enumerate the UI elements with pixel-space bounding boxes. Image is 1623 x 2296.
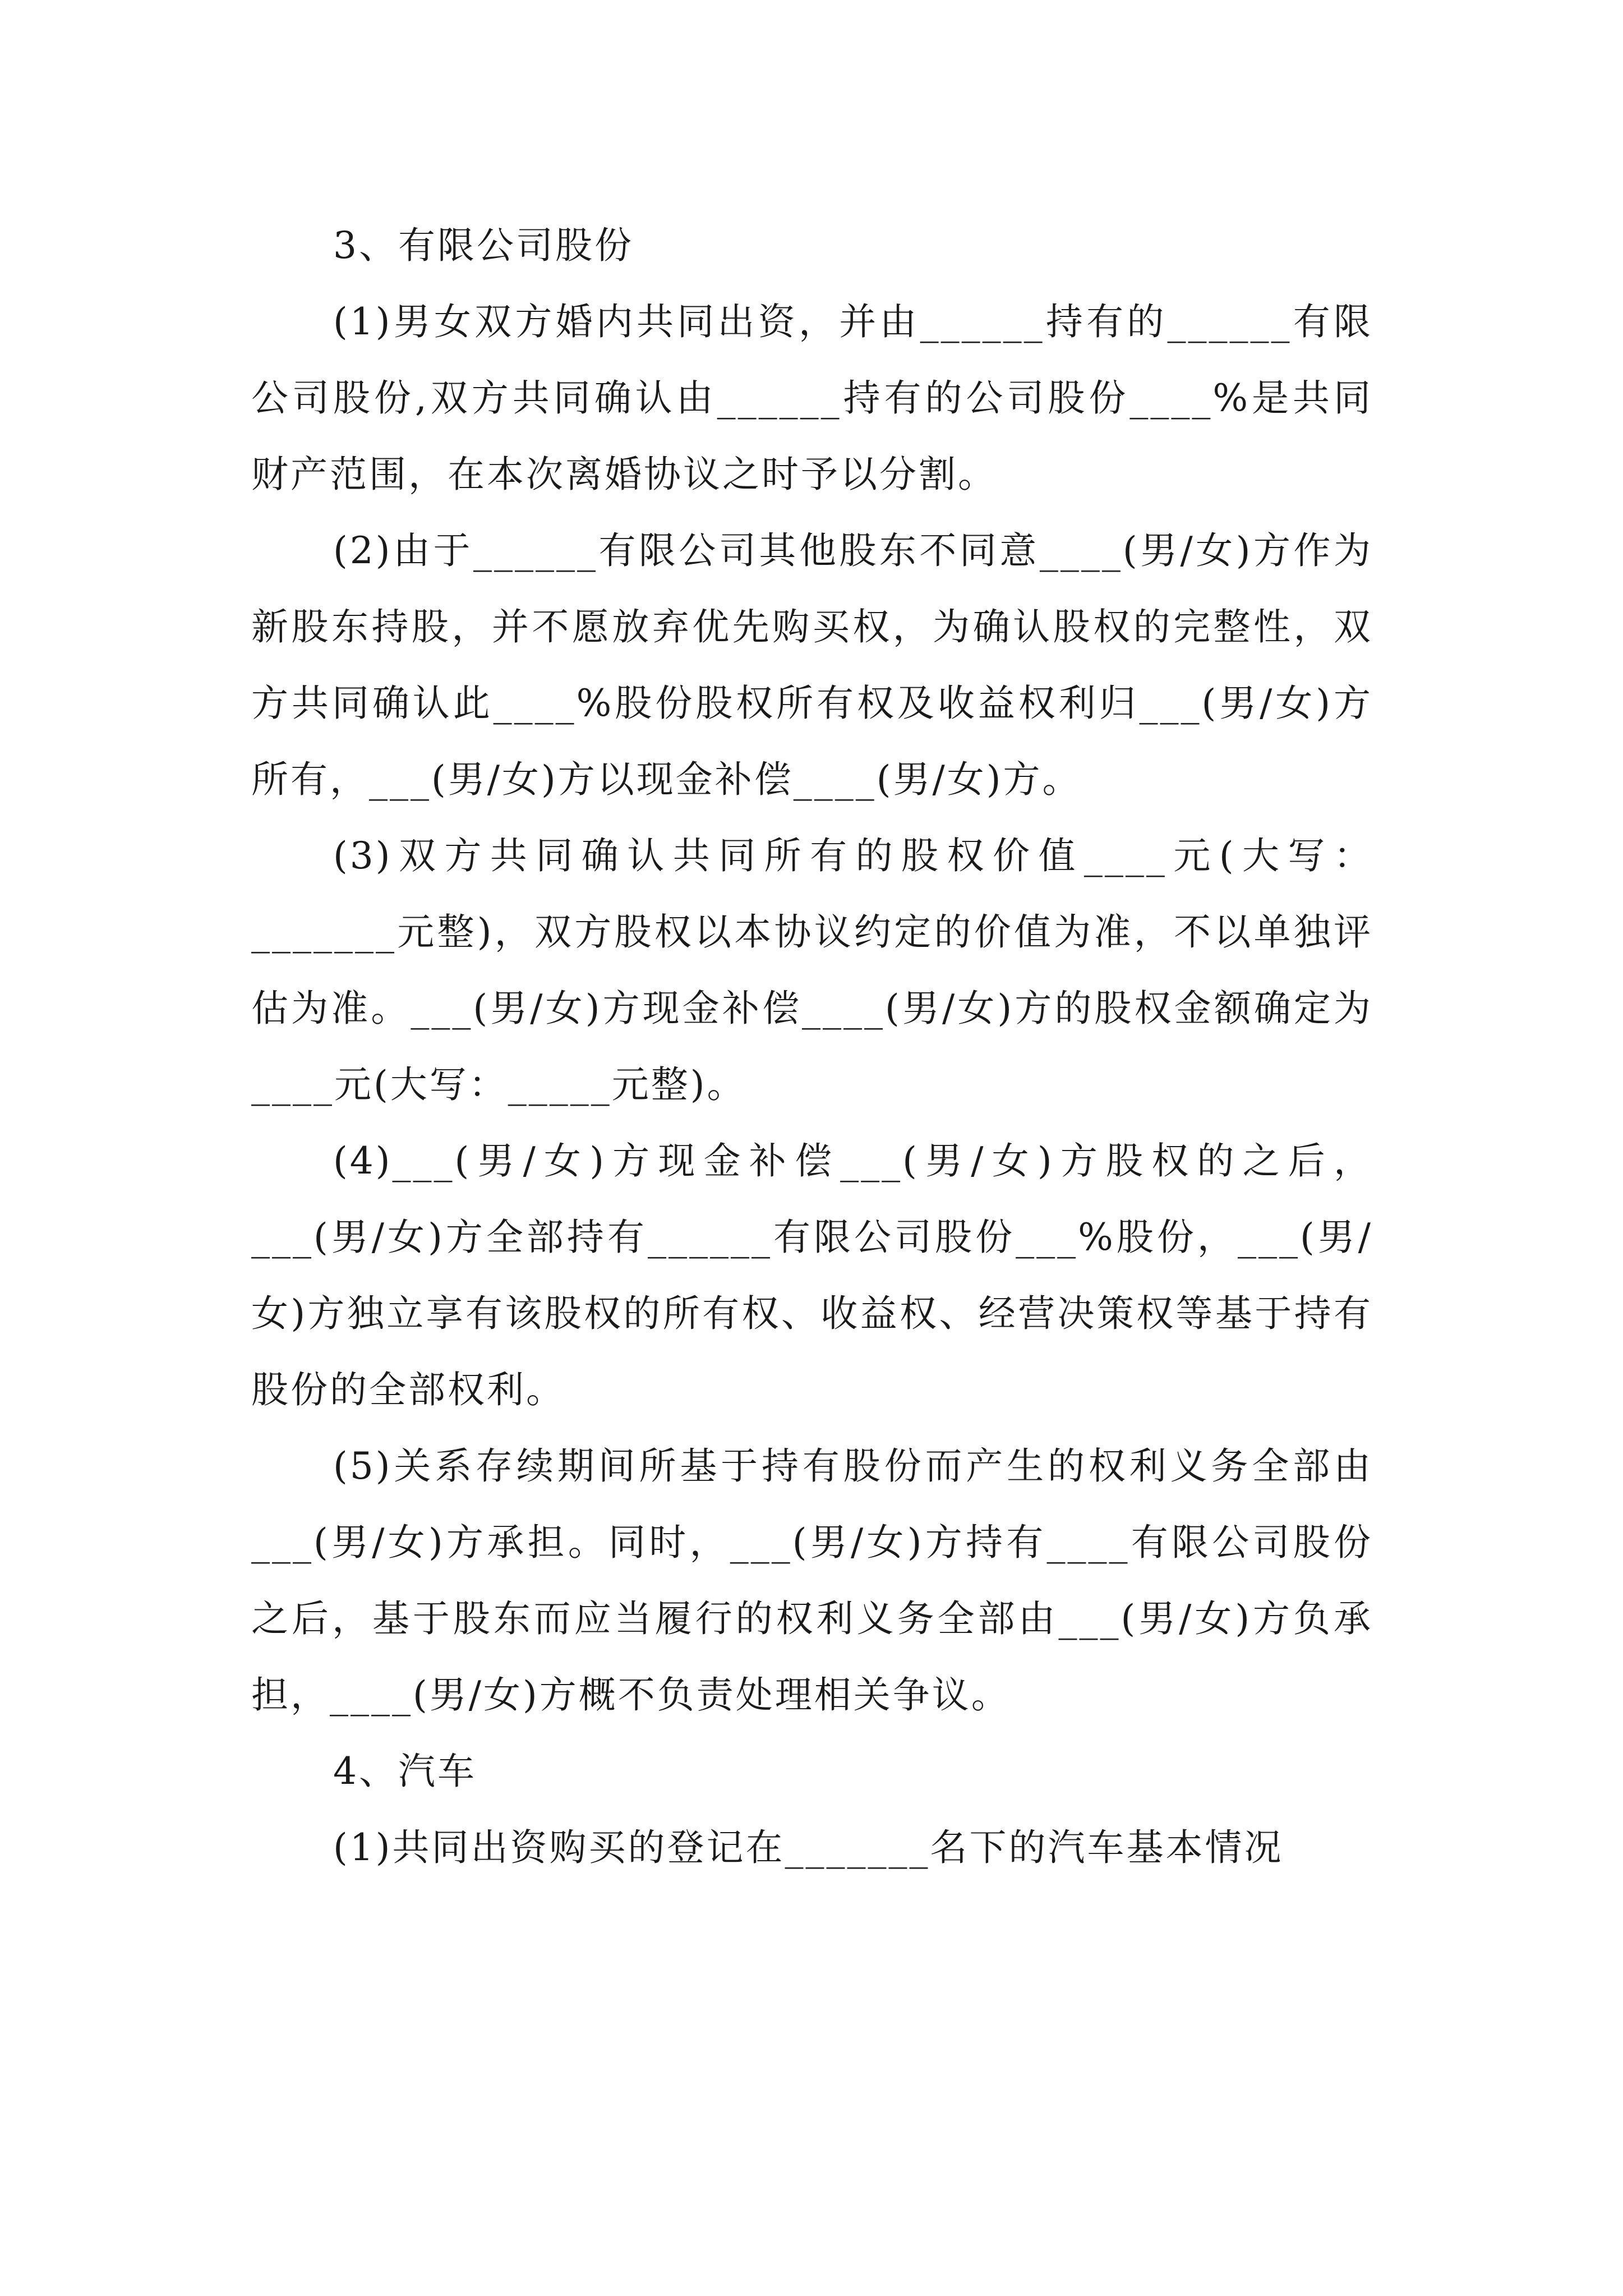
clause-2-preemptive-right: (2)由于______有限公司其他股东不同意____(男/女)方作为新股东持股，并不愿放弃优先购买权，为确认股权的完整性，双方共同确认此____%股份股权所有权及收益权利归___(男/女)方所有，___(男/女)方以现金补偿____(男/女)方。 (251, 529, 1373, 801)
clause-4-share-ownership: (4)___(男/女)方现金补偿___(男/女)方股权的之后，___(男/女)方全部持有______有限公司股份___%股份，___(男/女)方独立享有该股权的所有权、收益权、经营决策权等基于持有股份的全部权利。 (251, 1139, 1373, 1411)
section-heading-company-shares: 3、有限公司股份 (333, 224, 634, 267)
section-heading-car: 4、汽车 (333, 1750, 477, 1793)
clause-5-rights-obligations: (5)关系存续期间所基于持有股份而产生的权利义务全部由___(男/女)方承担。同时，___(男/女)方持有____有限公司股份之后，基于股东而应当履行的权利义务全部由___(男/女)方负承担，____(男/女)方概不负责处理相关争议。 (251, 1444, 1373, 1717)
clause-3-share-valuation: (3)双方共同确认共同所有的股权价值____元(大写：_______元整)，双方股权以本协议约定的价值为准，不以单独评估为准。___(男/女)方现金补偿____(男/女)方的股权金额确定为____元(大写：_____元整)。 (251, 834, 1373, 1106)
document-body (251, 208, 1373, 1886)
clause-1-joint-investment: (1)男女双方婚内共同出资，并由______持有的______有限公司股份,双方共同确认由______持有的公司股份____%是共同财产范围，在本次离婚协议之时予以分割。 (251, 300, 1373, 496)
car-clause-1: (1)共同出资购买的登记在_______名下的汽车基本情况 (333, 1826, 1284, 1869)
